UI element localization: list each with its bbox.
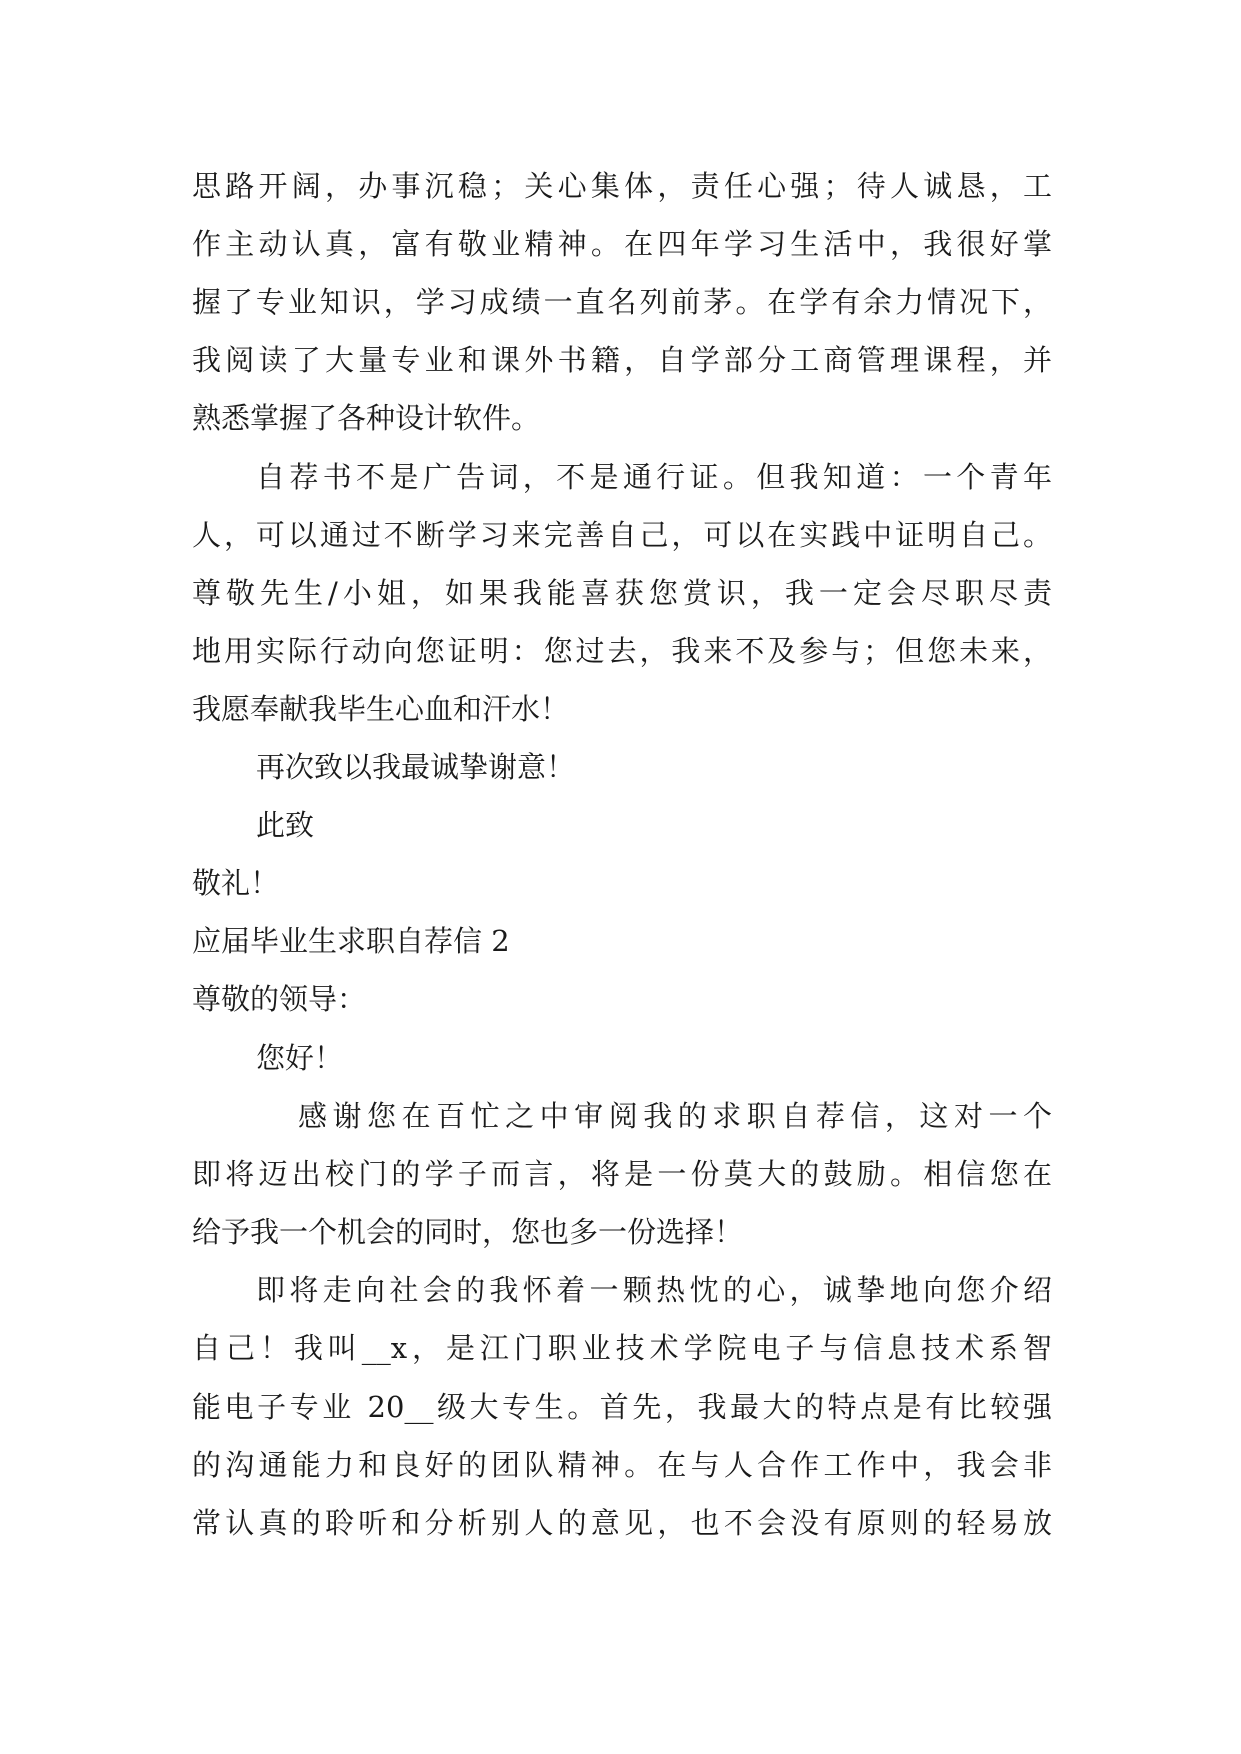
text-line: 能电子专业 20__级大专生。首先，我最大的特点是有比较强	[192, 1390, 1052, 1424]
text-line: 尊敬先生/小姐，如果我能喜获您赏识，我一定会尽职尽责	[192, 576, 1052, 610]
text-line: 人，可以通过不断学习来完善自己，可以在实践中证明自己。	[192, 518, 1052, 552]
paragraph-first-line: 自荐书不是广告词，不是通行证。但我知道：一个青年	[256, 460, 1052, 494]
text-line: 熟悉掌握了各种设计软件。	[192, 401, 541, 435]
paragraph-first-line: 感谢您在百忙之中审阅我的求职自荐信，这对一个	[298, 1099, 1052, 1133]
text-line: 握了专业知识，学习成绩一直名列前茅。在学有余力情况下，	[192, 285, 1052, 319]
salutation-closing: 此致	[256, 808, 315, 842]
text-line: 我愿奉献我毕生心血和汗水！	[192, 692, 570, 726]
text-line: 我阅读了大量专业和课外书籍，自学部分工商管理课程，并	[192, 343, 1052, 377]
text-line: 作主动认真，富有敬业精神。在四年学习生活中，我很好掌	[192, 227, 1052, 261]
text-line: 常认真的聆听和分析别人的意见，也不会没有原则的轻易放	[192, 1506, 1052, 1540]
paragraph-first-line: 即将走向社会的我怀着一颗热忱的心，诚挚地向您介绍	[256, 1273, 1052, 1307]
letter-title: 应届毕业生求职自荐信 2	[192, 924, 510, 958]
text-line: 思路开阔，办事沉稳；关心集体，责任心强；待人诚恳，工	[192, 169, 1052, 203]
text-line: 的沟通能力和良好的团队精神。在与人合作工作中，我会非	[192, 1448, 1052, 1482]
text-line: 自己！我叫__x，是江门职业技术学院电子与信息技术系智	[192, 1331, 1052, 1365]
salutation-respect: 敬礼！	[192, 866, 280, 900]
text-line: 给予我一个机会的同时，您也多一份选择！	[192, 1215, 744, 1249]
closing-line: 再次致以我最诚挚谢意！	[256, 750, 576, 784]
text-line: 地用实际行动向您证明：您过去，我来不及参与；但您未来，	[192, 634, 1052, 668]
greeting: 尊敬的领导：	[192, 982, 367, 1016]
greeting-hello: 您好！	[256, 1041, 344, 1075]
text-line: 即将迈出校门的学子而言，将是一份莫大的鼓励。相信您在	[192, 1157, 1052, 1191]
